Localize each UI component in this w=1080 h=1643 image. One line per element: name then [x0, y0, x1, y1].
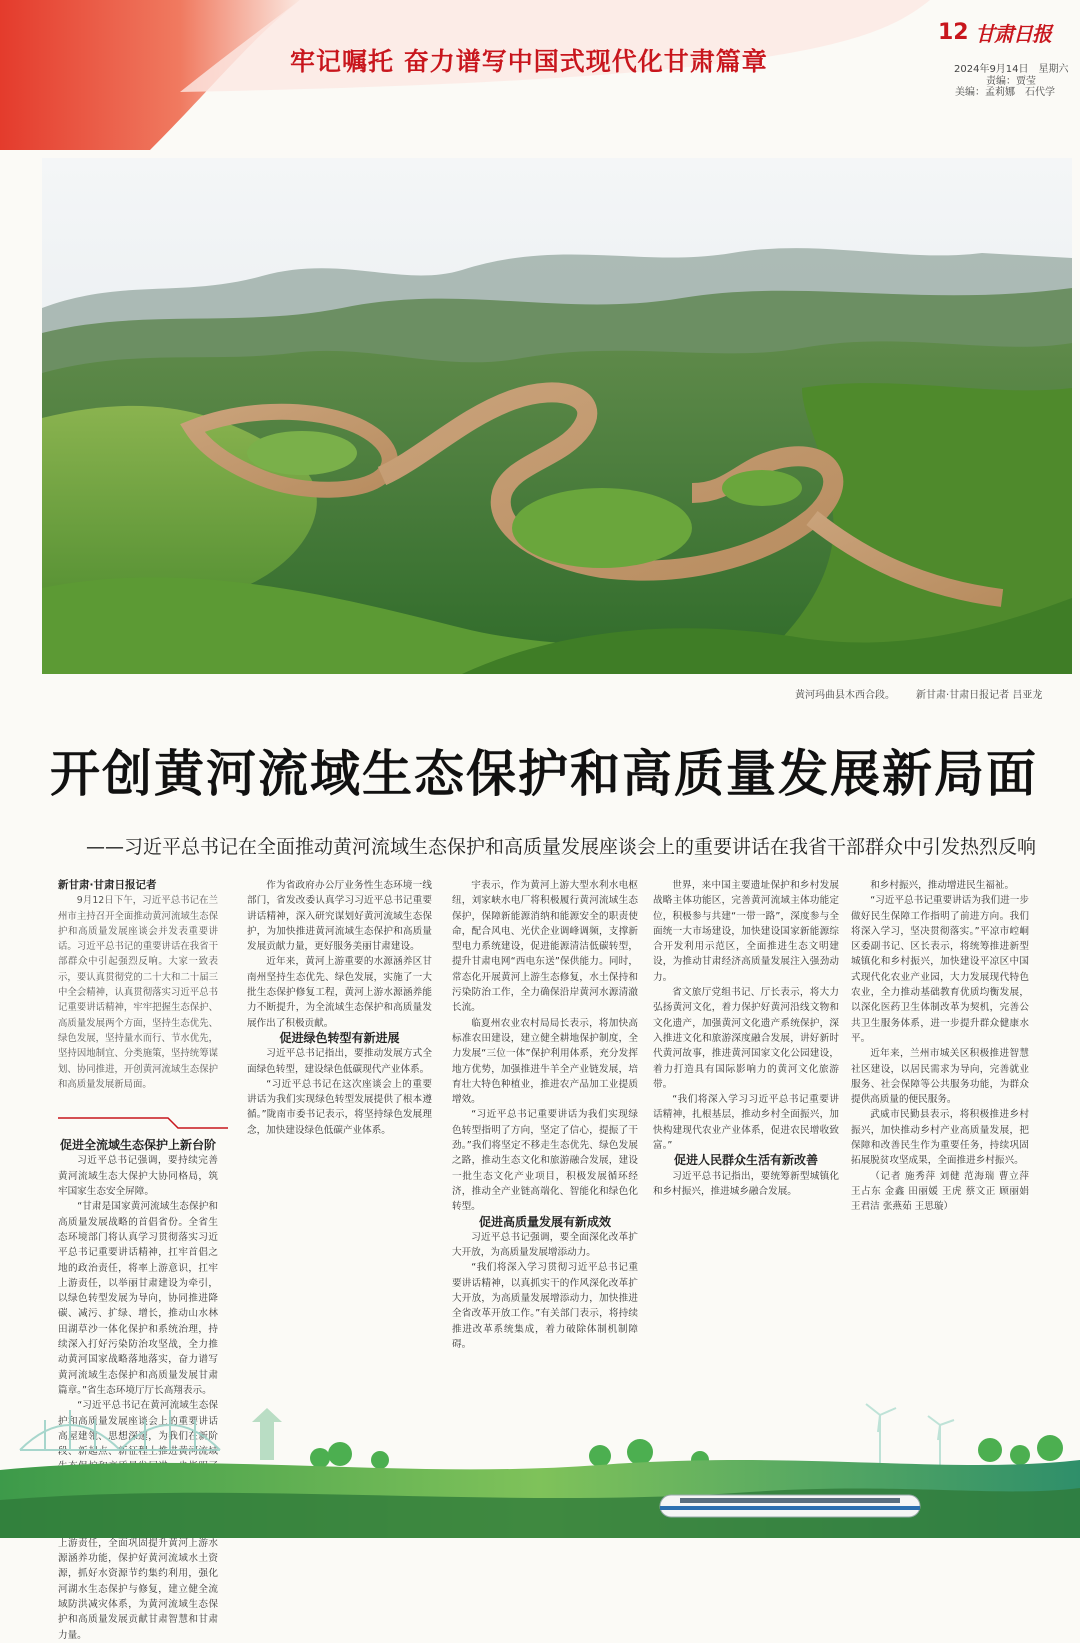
paragraph: 习近平总书记强调，要持续完善黄河流域生态大保护大协同格局，筑牢国家生态安全屏障。	[58, 1155, 218, 1198]
paragraph: 临夏州农业农村局局长表示，将加快高标准农田建设，建立健全耕地保护制度，全力发展“三位一体”保护利用体系，充分发挥地方优势，加强推进牛羊全产业链发展，培育壮大特色种植业，推进农产品加工业提质增效。	[452, 1017, 638, 1106]
paragraph: “我们将深入学习贯彻习近平总书记重要讲话精神，以真抓实干的作风深化改革扩大开放，为高质量发展增添动力，加快推进全省改革开放工作。”有关部门表示，将持续推进改革系统集成，着力破除体制机制障碍。	[452, 1262, 638, 1350]
paragraph: 作为省政府办公厅业务性生态环境一线部门，省发改委认真学习习近平总书记重要讲话精神，深入研究谋划好黄河流域生态保护，为加快推进黄河流域生态保护和高质量发展贡献力量，更好服务美丽甘肃建设。	[247, 880, 432, 953]
paragraph: 习近平总书记指出，要推动发展方式全面绿色转型，建设绿色低碳现代产业体系。	[247, 1048, 432, 1075]
paragraph: “习近平总书记在这次座谈会上的重要讲话为我们实现绿色转型发展提供了根本遵循。”陇南市委书记表示，将坚持绿色发展理念，加快建设绿色低碳产业体系。	[247, 1078, 432, 1136]
bridge-icon	[20, 1410, 220, 1450]
page-number: 12	[938, 20, 969, 45]
issue-date: 2024年9月14日 星期六	[954, 64, 1069, 75]
paragraph: “我们将深入学习习近平总书记重要讲话精神，扎根基层，推动乡村全面振兴，加快构建现代农业产业体系，促进农民增收致富。”	[653, 1094, 839, 1152]
section-title: 促进人民群众生活有新改善	[673, 1153, 818, 1168]
paragraph: 近年来，黄河上游重要的水源涵养区甘南州坚持生态优先、绿色发展，实施了一大批生态保护修复工程，黄河上游水源涵养能力不断提升，为全流域生态保护和高质量发展作出了积极贡献。	[247, 956, 432, 1029]
paragraph: 宇表示，作为黄河上游大型水利水电枢纽，刘家峡水电厂将积极履行黄河流域生态保护，保障新能源消纳和能源安全的职责使命，配合风电、光伏企业调峰调频，支撑新型电力系统建设，促进能源清洁低碳转型，提升甘肃电网“西电东送”保供能力。同时，常态化开展黄河上游生态修复，水土保持和污染防治工作，全力确保沿岸黄河水源清澈长流。	[452, 880, 638, 1014]
article-column-5	[851, 878, 1029, 1215]
section-title: 促进全流域生态保护上新台阶	[59, 1138, 216, 1153]
article-headline: 开创黄河流域生态保护和高质量发展新局面	[50, 745, 1038, 803]
paragraph: “习近平总书记重要讲话为我们实现绿色转型指明了方向，坚定了信心，提振了干劲。”我们将坚定不移走生态优先、绿色发展之路，推动生态文化和旅游融合发展，建设一批生态文化产业项目，积极发展循环经济，推动全产业链高端化、智能化和绿色化转型。	[452, 1109, 638, 1213]
designer-credit: 美编：孟莉娜 石代学	[955, 87, 1055, 98]
paragraph: “习近平总书记在黄河流域生态保护和高质量发展座谈会上的重要讲话高屋建瓴、思想深邃，为我们在新阶段、新起点、新征程上推进黄河流域 上游责任，全面巩固提升黄河上游水源涵养功能，保护好黄河流域水土资源，抓好水资源节约集约利用，强化河湖水生态保护与修复，建立健全流域防洪减灾体系，为黄河流域生态保护和高质量发展贡献甘肃智慧和甘肃力量。	[58, 1400, 218, 1641]
paragraph: “习近平总书记重要讲话为我们进一步做好民生保障工作指明了前进方向。我们将深入学习，坚决贯彻落实。”平凉市崆峒区委副书记、区长表示，将统筹推进新型城镇化和乡村振兴，加快建设平凉区中国式现代化农业产业园，大力发展现代特色农业，全力推动基础教育优质均衡发展，以深化医药卫生体制改革为契机，完善公共卫生服务体系，进一步提升群众健康水平。	[851, 895, 1029, 1044]
section-title: 促进绿色转型有新进展	[279, 1030, 400, 1045]
section-divider	[58, 1098, 228, 1138]
wind-turbine-icon	[866, 1404, 954, 1465]
paragraph: “甘肃是国家黄河流域生态保护和高质量发展战略的首倡省份。全省生态环境部门将认真学习贯彻落实习近平总书记重要讲话精神，扛牢首倡之地的政治责任，将率上游意识，扛牢上游责任，以举丽甘肃建设为牵引，以绿色转型发展为导向，协同推进降碳、减污、扩绿、增长，推动山水林田湖草沙一体化保护和系统治理，持续深入打好污染防治攻坚战，全力推动黄河国家战略落地落实，奋力谱写黄河流域生态保护和高质量发展甘肃篇章。”省生态环境厅厅长高翔表示。	[58, 1201, 218, 1396]
banner-title: 牢记嘱托 奋力谱写中国式现代化甘肃篇章	[290, 47, 768, 76]
lead-paragraph: 9月12日下午，习近平总书记在兰州市主持召开全面推动黄河流域生态保护和高质量发展座谈会并发表重要讲话。习近平总书记的重要讲话在我省干部群众中引起强烈反响。大家一致表示，要认真贯彻党的二十大和二十届三中全会精神，认真贯彻落实习近平总书记重要讲话精神，牢牢把握生态保护、高质量发展两个方面，坚持生态优先、绿色发展，坚持量水而行、节水优先，坚持因地制宜、分类施策，坚持统筹谋划、协同推进，开创黄河流域生态保护和高质量发展新局面。	[58, 895, 218, 1090]
paragraph: 习近平总书记强调，要全面深化改革扩大开放，为高质量发展增添动力。	[452, 1231, 638, 1259]
editor-credit: 责编：贾莹	[986, 76, 1036, 87]
footer-decoration	[0, 1380, 1080, 1538]
article-column-4	[653, 878, 839, 1199]
paper-logo: 甘肃日报	[975, 22, 1051, 46]
byline: 新甘肃·甘肃日报记者	[58, 879, 157, 891]
article-column-2	[247, 878, 432, 1138]
paragraph: 世界，来中国主要遗址保护和乡村发展战略主体功能区，完善黄河流域主体功能定位，积极参与共建“一带一路”，深度参与全面统一大市场建设，加快建设国家新能源综合开发利用示范区，全面推进生态文明建设，为推动甘肃经济高质量发展注入强劲动力。	[653, 880, 839, 983]
paragraph: 习近平总书记指出，要统筹新型城镇化和乡村振兴，推进城乡融合发展。	[653, 1170, 839, 1197]
page-header	[0, 0, 1080, 150]
reporter-credits: （记者 施秀萍 刘健 范海瑞 曹立萍 王占东 金鑫 田丽媛 王虎 蔡文正 顾丽娟 王君洁 张燕茹 王思璇）	[851, 1170, 1029, 1213]
pagoda-icon	[252, 1408, 282, 1460]
high-speed-train-icon	[660, 1495, 920, 1517]
paragraph: 武威市民勤县表示，将积极推进乡村振兴，加快推动乡村产业高质量发展，把保障和改善民生作为重要任务，持续巩固拓展脱贫攻坚成果，全面推进乡村振兴。	[851, 1109, 1029, 1167]
paragraph: 近年来，兰州市城关区积极推进智慧社区建设，以居民需求为导向，完善就业服务、社会保障等公共服务功能，为群众提供高质量的便民服务。	[851, 1048, 1029, 1106]
article-subheadline: ——习近平总书记在全面推动黄河流域生态保护和高质量发展座谈会上的重要讲话在我省干部群众中引发热烈反响	[85, 836, 1036, 858]
photo-caption: 黄河玛曲县木西合段。	[795, 690, 895, 701]
section-title: 促进高质量发展有新成效	[478, 1214, 611, 1229]
yellow-river-photo	[42, 158, 1072, 674]
photo-credit: 新甘肃·甘肃日报记者 吕亚龙	[916, 690, 1043, 701]
paragraph: 省文旅厅党组书记、厅长表示，将大力弘扬黄河文化，着力保护好黄河沿线文物和文化遗产，加强黄河文化遗产系统保护，深入推进文化和旅游深度融合发展，讲好新时代黄河故事，推进黄河国家文化公园建设，着力打造具有国际影响力的黄河文化旅游带。	[653, 987, 839, 1090]
article-column-3	[452, 878, 638, 1352]
paragraph: 和乡村振兴，推动增进民生福祉。	[870, 880, 1015, 891]
